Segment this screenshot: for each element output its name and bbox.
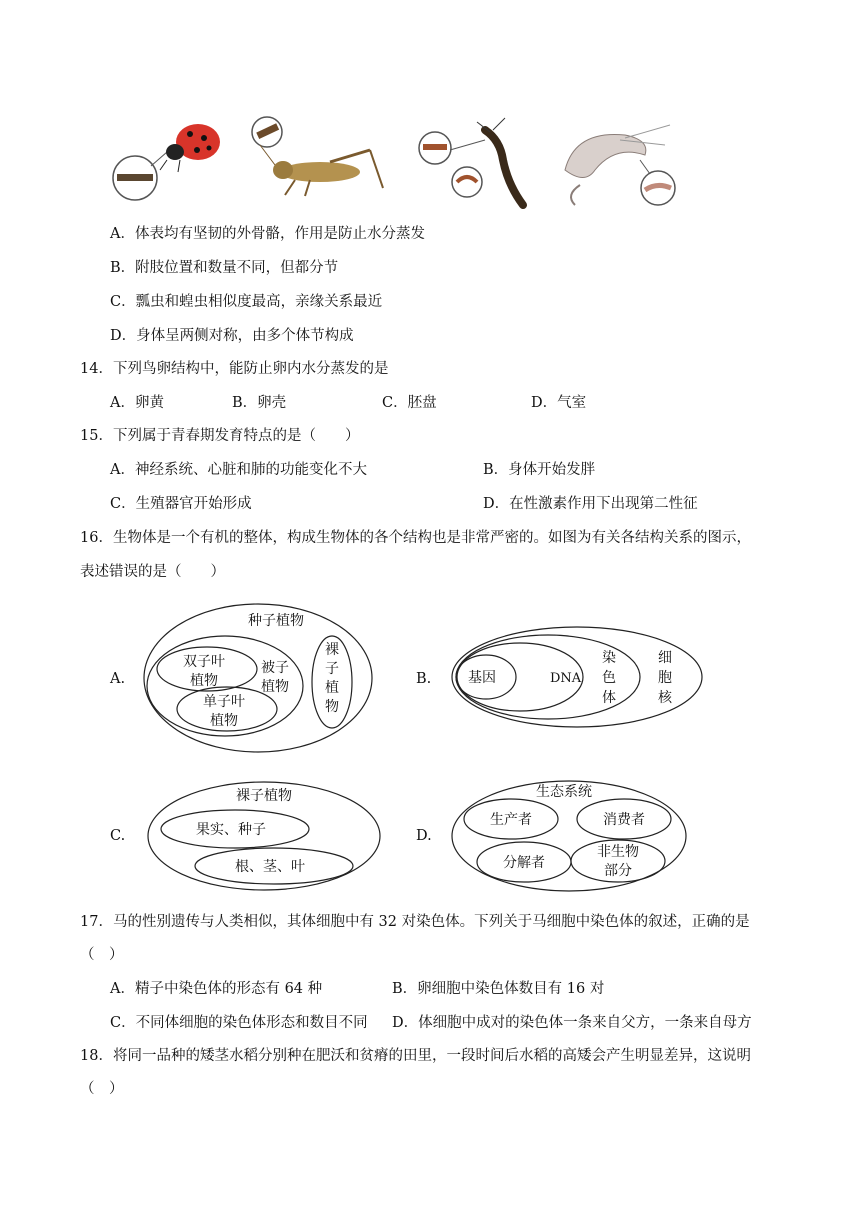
- q17-stem: 17．马的性别遗传与人类相似，其体细胞中有 32 对染色体。下列关于马细胞中染色体的叙述，正确的是: [80, 914, 750, 930]
- centipede-illustration: [419, 118, 523, 205]
- dicot-label-2: 植物: [190, 673, 218, 689]
- fruit-seed-label: 果实、种子: [196, 822, 266, 838]
- q15-option-d: D．在性激素作用下出现第二性征: [483, 496, 698, 512]
- gymnosperm-label-3: 植: [325, 680, 339, 696]
- monocot-label-1: 单子叶: [203, 694, 245, 710]
- seed-plant-label: 种子植物: [248, 613, 304, 629]
- gymnosperm-label-4: 物: [325, 699, 339, 715]
- ecosystem-label: 生态系统: [536, 784, 592, 800]
- root-stem-leaf-label: 根、茎、叶: [235, 859, 305, 875]
- q14-stem: 14．下列鸟卵结构中，能防止卵内水分蒸发的是: [80, 361, 389, 377]
- q16-label-d: D.: [416, 828, 432, 844]
- chromosome-label-1: 染: [602, 650, 616, 666]
- dna-label: DNA: [550, 671, 582, 686]
- q18-paren: （ ）: [80, 1081, 124, 1097]
- q13-option-b: B．附肢位置和数量不同，但都分节: [110, 260, 339, 276]
- monocot-label-2: 植物: [210, 713, 238, 729]
- gymnosperm-outer-label: 裸子植物: [236, 788, 292, 804]
- shrimp-illustration: [565, 125, 675, 205]
- q17-paren: （ ）: [80, 947, 124, 963]
- consumer-label: 消费者: [603, 812, 645, 828]
- decomposer-label: 分解者: [503, 855, 545, 871]
- diagram-a: [140, 600, 380, 760]
- q14-option-c: C．胚盘: [382, 395, 437, 411]
- chromosome-label-3: 体: [602, 690, 616, 706]
- q16-stem-line1: 16．生物体是一个有机的整体，构成生物体的各个结构也是非常严密的。如图为有关各结构关系的图示，: [80, 530, 751, 546]
- angiosperm-label-2: 植物: [261, 679, 289, 695]
- q18-stem: 18．将同一品种的矮茎水稻分别种在肥沃和贫瘠的田里，一段时间后水稻的高矮会产生明显差异，这说明: [80, 1048, 751, 1064]
- gymnosperm-label-2: 子: [325, 661, 339, 677]
- dicot-label-1: 双子叶: [183, 654, 225, 670]
- q16-stem-line2: 表述错误的是（ ）: [80, 564, 225, 580]
- q17-option-d: D．体细胞中成对的染色体一条来自父方，一条来自母方: [392, 1015, 752, 1031]
- nucleus-label-3: 核: [658, 690, 672, 706]
- q17-option-b: B．卵细胞中染色体数目有 16 对: [392, 981, 605, 997]
- q13-option-d: D．身体呈两侧对称，由多个体节构成: [110, 328, 354, 344]
- q17-option-a: A．精子中染色体的形态有 64 种: [110, 981, 323, 997]
- diagram-d: [448, 776, 696, 896]
- diagram-c: [144, 776, 388, 896]
- q15-stem: 15．下列属于青春期发育特点的是（ ）: [80, 428, 360, 444]
- q14-option-d: D．气室: [531, 395, 587, 411]
- q17-option-c: C．不同体细胞的染色体形态和数目不同: [110, 1015, 368, 1031]
- diagram-b: [448, 622, 708, 734]
- nucleus-label-2: 胞: [658, 670, 672, 686]
- angiosperm-label-1: 被子: [261, 660, 289, 676]
- chromosome-label-2: 色: [602, 670, 616, 686]
- gymnosperm-label-1: 裸: [325, 642, 339, 658]
- q14-option-a: A．卵黄: [110, 395, 164, 411]
- q15-option-c: C．生殖器官开始形成: [110, 496, 252, 512]
- q13-option-a: A．体表均有坚韧的外骨骼，作用是防止水分蒸发: [110, 226, 425, 242]
- q16-label-b: B.: [416, 671, 432, 687]
- producer-label: 生产者: [490, 812, 532, 828]
- q16-label-a: A.: [110, 671, 126, 687]
- q15-option-b: B．身体开始发胖: [483, 462, 596, 478]
- grasshopper-illustration: [252, 117, 383, 196]
- q15-option-a: A．神经系统、心脏和肺的功能变化不大: [110, 462, 367, 478]
- q16-label-c: C.: [110, 828, 126, 844]
- abiotic-label-2: 部分: [604, 863, 632, 879]
- abiotic-label-1: 非生物: [597, 844, 639, 860]
- nucleus-label-1: 细: [658, 650, 672, 666]
- q13-option-c: C．瓢虫和蝗虫相似度最高，亲缘关系最近: [110, 294, 383, 310]
- gene-label: 基因: [468, 670, 496, 686]
- ladybug-illustration: [113, 124, 220, 200]
- q14-option-b: B．卵壳: [232, 395, 287, 411]
- animal-illustrations: [105, 110, 685, 210]
